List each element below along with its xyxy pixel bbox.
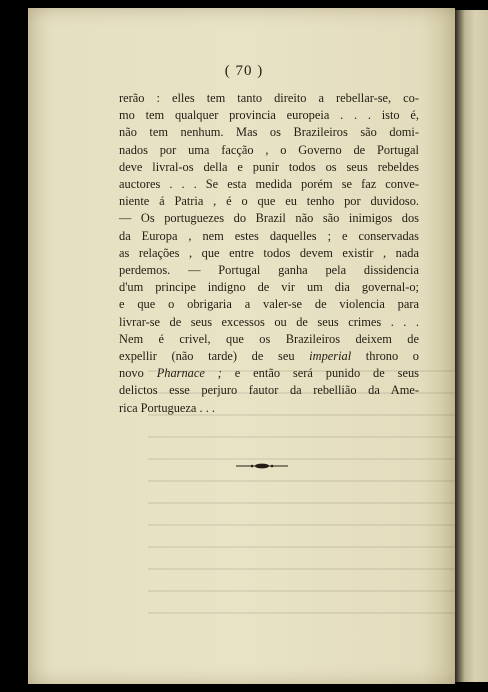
text-line bbox=[119, 348, 419, 365]
text-segment: delictos esse perjuro fautor da rebellião da Ame- bbox=[119, 383, 419, 398]
text-line bbox=[119, 245, 419, 262]
text-line bbox=[119, 400, 419, 417]
text-line bbox=[119, 159, 419, 176]
text-line bbox=[119, 228, 419, 245]
text-line bbox=[119, 193, 419, 210]
text-segment: da Europa , nem estes daquelles ; e conservadas bbox=[119, 228, 419, 243]
body-text bbox=[119, 90, 419, 417]
text-segment: novo bbox=[119, 366, 157, 381]
text-segment: — Os portuguezes do Brazil não são inimigos dos bbox=[119, 211, 419, 226]
text-segment: rerão : elles tem tanto direito a rebellar-se, co- bbox=[119, 91, 419, 105]
text-segment: e que o obrigaria a valer-se de violencia para bbox=[119, 297, 419, 312]
section-end-ornament bbox=[236, 462, 288, 470]
text-line bbox=[119, 176, 419, 193]
text-segment: rica Portugueza . . . bbox=[119, 400, 215, 415]
text-line bbox=[119, 90, 419, 107]
text-line bbox=[119, 142, 419, 159]
text-line bbox=[119, 262, 419, 279]
text-segment: mo tem qualquer provincia europeia . . . isto é, bbox=[119, 108, 419, 123]
text-line bbox=[119, 365, 419, 382]
text-segment: throno o bbox=[351, 349, 419, 364]
text-segment: expellir (não tarde) de seu bbox=[119, 349, 310, 364]
text-segment: livrar-se de seus excessos ou de seus crimes . . . bbox=[119, 314, 419, 329]
text-segment: d'um principe indigno de vir um dia governal-o; bbox=[119, 280, 419, 295]
text-segment: niente á Patria , é o que eu tenho por duvidoso. bbox=[119, 194, 419, 209]
text-segment: não tem nenhum. Mas os Brazileiros são domi- bbox=[119, 125, 419, 140]
facing-page-edge bbox=[455, 10, 488, 682]
text-line bbox=[119, 124, 419, 141]
page-number: ( 70 ) bbox=[224, 63, 264, 79]
text-segment: perdemos. — Portugal ganha pela dissidencia bbox=[119, 263, 419, 278]
text-segment: auctores . . . Se esta medida porém se faz conve- bbox=[119, 177, 419, 192]
text-line bbox=[119, 331, 419, 348]
text-segment: Nem é crivel, que os Brazileiros deixem de bbox=[119, 331, 419, 346]
text-line bbox=[119, 314, 419, 331]
text-line bbox=[119, 107, 419, 124]
text-line bbox=[119, 210, 419, 227]
text-segment: deve livral-os della e punir todos os seus rebeldes bbox=[119, 159, 419, 174]
text-line bbox=[119, 279, 419, 296]
italic-word: Pharnace ; bbox=[156, 366, 222, 381]
text-segment: e então será punido de seus bbox=[221, 366, 419, 381]
text-segment: as relações , que entre todos devem existir , nada bbox=[119, 245, 419, 260]
text-segment: nados por uma facção , o Governo de Portugal bbox=[119, 142, 419, 157]
italic-word: imperial bbox=[309, 349, 352, 364]
text-line bbox=[119, 382, 419, 399]
text-line bbox=[119, 296, 419, 313]
